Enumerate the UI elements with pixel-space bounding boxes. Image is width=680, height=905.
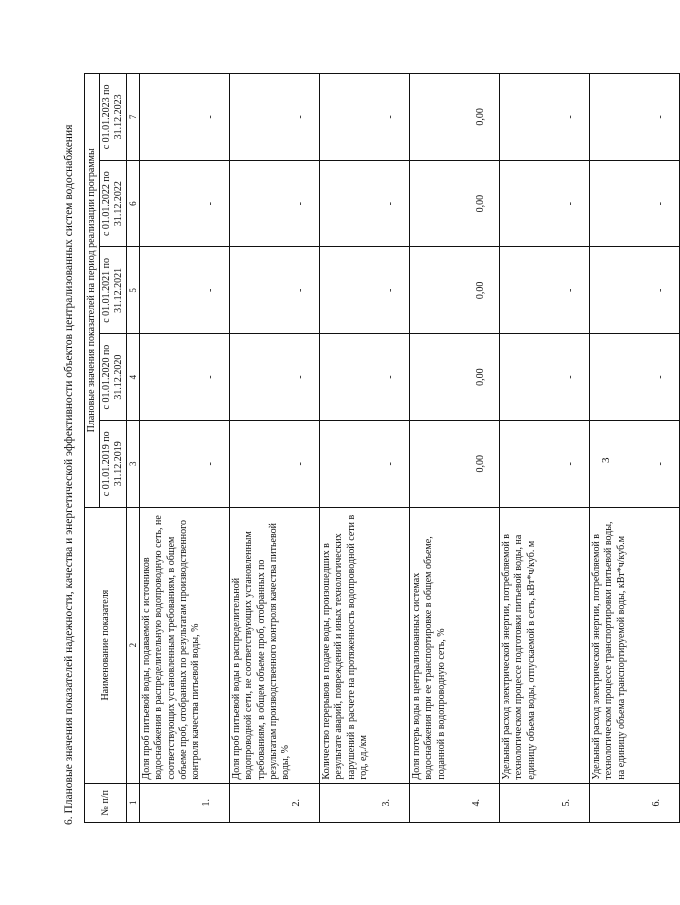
- value-cell: -: [590, 74, 680, 161]
- indicator-name: Доля потерь воды в централизованных системах водоснабжения при ее транспортировке в общем объеме, поданной в водопроводную сеть, %: [410, 507, 500, 783]
- value-cell: 0,00: [410, 74, 500, 161]
- value-cell: -: [140, 247, 230, 334]
- value-cell: -: [320, 420, 410, 507]
- indicator-name: Доля проб питьевой воды в распределительной водопроводной сети, не соответствующих установленным требованиям, в общем объеме проб, отобранных по результатам производственного контроля качества питьевой воды, %: [230, 507, 320, 783]
- indicator-name: Удельный расход электрической энергии, потребляемой в технологическом процессе транспортировки питьевой воды, на единицу объема транспортируемой воды, кВт*ч/куб.м: [590, 507, 680, 783]
- row-number: 3.: [320, 783, 410, 822]
- column-index: 6: [127, 160, 140, 247]
- value-cell: -: [320, 160, 410, 247]
- col-num-header: № п/п: [85, 783, 127, 822]
- table-row: [230, 74, 320, 823]
- period-group-header: Плановые значения показателей на период реализации программы: [85, 74, 100, 508]
- column-index: 7: [127, 74, 140, 161]
- table-row: [590, 74, 680, 823]
- table-header-row: [85, 74, 100, 823]
- value-cell: -: [140, 334, 230, 421]
- indicator-name: Доля проб питьевой воды, подаваемой с источников водоснабжения в распределительную водопроводную сеть, не соответствующих установленным требованиям, в общем объеме проб, отобранных по результатам производственного контроля качества питьевой воды, %: [140, 507, 230, 783]
- period-header: с 01.01.2020 по 31.12.2020: [100, 334, 127, 421]
- row-number: 5.: [500, 783, 590, 822]
- column-index: 4: [127, 334, 140, 421]
- value-cell: -: [500, 420, 590, 507]
- value-cell: 0,00: [410, 247, 500, 334]
- value-cell: -: [230, 334, 320, 421]
- value-cell: -: [500, 247, 590, 334]
- period-header: с 01.01.2021 по 31.12.2021: [100, 247, 127, 334]
- table-row: [410, 74, 500, 823]
- column-index: 3: [127, 420, 140, 507]
- col-name-header: Наименование показателя: [85, 507, 127, 783]
- period-header: с 01.01.2019 по 31.12.2019: [100, 420, 127, 507]
- value-cell: -: [500, 334, 590, 421]
- value-cell: -: [500, 160, 590, 247]
- value-cell: -: [230, 420, 320, 507]
- table-row: [140, 74, 230, 823]
- value-cell: -: [140, 160, 230, 247]
- indicator-name: Количество перерывов в подаче воды, произошедших в результате аварий, повреждений и иных технологических нарушений в расчете на протяженность водопроводной сети в год, ед./км: [320, 507, 410, 783]
- value-cell: -: [320, 74, 410, 161]
- page-number: 3: [600, 457, 612, 463]
- row-number: 1.: [140, 783, 230, 822]
- value-cell: -: [320, 247, 410, 334]
- value-cell: -: [500, 74, 590, 161]
- table-row: [500, 74, 590, 823]
- column-index-row: [127, 74, 140, 823]
- column-index: 1: [127, 783, 140, 822]
- value-cell: -: [590, 420, 680, 507]
- value-cell: 0,00: [410, 160, 500, 247]
- value-cell: -: [140, 420, 230, 507]
- row-number: 4.: [410, 783, 500, 822]
- column-index: 5: [127, 247, 140, 334]
- value-cell: 0,00: [410, 420, 500, 507]
- value-cell: -: [230, 247, 320, 334]
- indicator-name: Удельный расход электрической энергии, потребляемой в технологическом процессе подготовки питьевой воды, на единицу объема воды, отпускаемой в сеть, кВт*ч/куб. м: [500, 507, 590, 783]
- value-cell: -: [320, 334, 410, 421]
- value-cell: 0,00: [410, 334, 500, 421]
- value-cell: -: [230, 74, 320, 161]
- row-number: 2.: [230, 783, 320, 822]
- value-cell: -: [590, 247, 680, 334]
- value-cell: -: [230, 160, 320, 247]
- period-header: с 01.01.2023 по 31.12.2023: [100, 74, 127, 161]
- row-number: 6.: [590, 783, 680, 822]
- value-cell: -: [590, 334, 680, 421]
- value-cell: -: [140, 74, 230, 161]
- table-row: [320, 74, 410, 823]
- section-heading: 6. Плановые значения показателей надежности, качества и энергетической эффективности объектов централизованных систем водоснабжения: [63, 124, 75, 825]
- column-index: 2: [127, 507, 140, 783]
- period-header: с 01.01.2022 по 31.12.2022: [100, 160, 127, 247]
- indicators-table: [84, 73, 680, 823]
- value-cell: -: [590, 160, 680, 247]
